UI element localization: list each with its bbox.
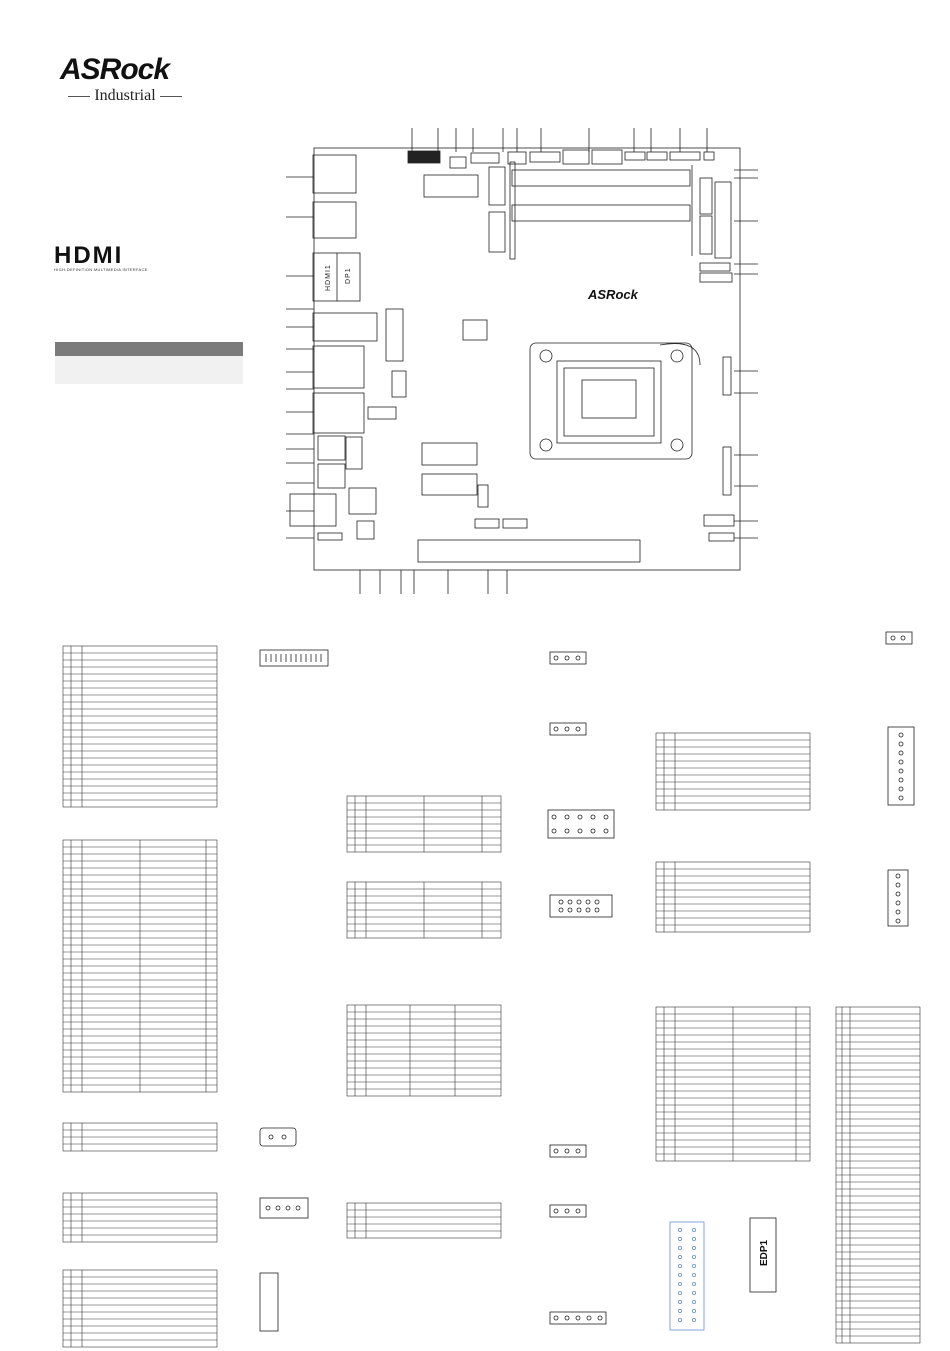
left-callout-lines [286,177,314,538]
pin-dot [604,815,608,819]
rear-io-audio-2 [318,464,345,488]
pin-table-border [63,646,217,807]
pin-dot [576,727,580,731]
top-connector-black [408,151,440,163]
cpu-socket-outer [557,361,661,443]
pin-table [347,1005,501,1096]
com-header [386,309,403,361]
right-callout-lines [734,170,758,538]
pin-dot [692,1264,695,1267]
power-connector-small [357,521,374,539]
pin-table [63,840,217,1092]
pin-dot [604,829,608,833]
pin-dot [899,778,903,782]
9pin-header-drawing [550,895,612,917]
pin-dot [577,908,581,912]
pin-dot [598,1316,602,1320]
pin-table [347,1203,501,1238]
pin-dot [554,1149,558,1153]
pin-dot [565,656,569,660]
header-right-h [709,533,734,541]
rear-io-dc-jack [290,494,336,526]
pin-dot [692,1291,695,1294]
chipset [463,320,487,340]
2pin-jumper-drawing [886,632,912,644]
pin-tables [63,646,920,1347]
cpu-socket-frame [530,343,692,459]
pin-dot [565,815,569,819]
pin-dot [266,1206,270,1210]
pin-dot [899,760,903,764]
pin-dot [692,1273,695,1276]
brand-division: Industrial [60,87,190,105]
pin-dot [678,1264,681,1267]
pin-table-border [347,1005,501,1096]
pin-dot [587,1316,591,1320]
pin-dot [899,733,903,737]
board-silkscreen-logo: ASRock [588,287,638,302]
pin-table [347,796,501,852]
pin-dot [578,829,582,833]
header-right-c [700,263,730,271]
pin-dot [552,829,556,833]
pin-dot [896,892,900,896]
pin-dot [891,636,895,640]
fan-header-left [368,407,396,419]
hdmi-tagline: HIGH-DEFINITION MULTIMEDIA INTERFACE [54,267,148,272]
dimm-slot-1 [512,170,690,186]
pin-dot [554,1209,558,1213]
pin-dot [565,1149,569,1153]
fan-header-sys [503,519,527,528]
pin-dot [586,908,590,912]
pin-table [63,1270,217,1347]
pin-dot [568,908,572,912]
pin-dot [595,908,599,912]
sata-connector-drawing [260,1273,278,1331]
3pin-header-c-drawing [550,1145,586,1157]
header-top-e [625,152,645,160]
fan-header-top [471,153,499,163]
pin-dot [692,1318,695,1321]
pin-dot [576,1316,580,1320]
rear-io-com-port [313,313,377,341]
pin-dot [692,1246,695,1249]
6pin-connector-drawing [888,870,908,926]
rear-io-audio-1 [318,436,345,460]
pin-dot [276,1206,280,1210]
pin-dot [565,727,569,731]
board-port-hdmi-label: HDMI1 [325,264,332,291]
cpu-socket-inner [564,368,654,436]
pin-dot [565,1209,569,1213]
connector-drawings [260,632,914,1331]
pin-dot [565,1316,569,1320]
header-right-f [723,447,731,495]
pin-table [63,646,217,807]
pin-dot [896,883,900,887]
pin-dot [578,815,582,819]
pin-table-border [63,1193,217,1242]
pin-dot [896,874,900,878]
pin-dot [282,1135,286,1139]
pin-dot [692,1282,695,1285]
pin-table [836,1007,920,1343]
pin-dot [552,815,556,819]
header-right-a [700,178,712,214]
header-right-d [700,273,732,282]
rear-io-lan [313,393,364,433]
m2-slot-frame [510,162,515,259]
header-top-g [670,152,700,160]
board-port-dp-label: DP1 [345,267,352,284]
2pin-power-drawing [260,1128,296,1146]
pin-dot [576,1209,580,1213]
pin-dot [678,1255,681,1258]
header-right-e [723,357,731,395]
pin-dot [576,656,580,660]
pin-dot [577,900,581,904]
pin-table-border [656,733,810,810]
rear-io-usb-lan-1 [313,155,356,193]
pin-dot [899,751,903,755]
pin-dot [678,1237,681,1240]
header-top-b [530,152,560,162]
header-right-g [704,515,734,526]
fan-header-cpu [475,519,499,528]
chip-top [424,175,478,197]
pin-table [656,733,810,810]
hdmi-wordmark: HDMI [54,242,124,269]
pin-dot [678,1228,681,1231]
pin-table [63,1193,217,1242]
brand-name: ASRock [60,53,170,86]
motherboard-outline [314,148,740,570]
pin-table [63,1123,217,1151]
atx-power-2pin [349,488,376,514]
chip-middle-1 [422,443,477,465]
4pin-fan-drawing [260,1198,308,1218]
pin-dot [678,1273,681,1276]
chip-middle-2 [422,474,477,495]
rear-io-usb-lan-2 [313,202,356,238]
3pin-header-d-drawing [550,1205,586,1217]
atx-24pin-connector [715,182,731,258]
header-top-h [704,152,714,160]
5pin-header-drawing [550,1312,606,1324]
pin-dot [899,796,903,800]
pin-dot [692,1237,695,1240]
lvds-connector-drawing [670,1222,704,1330]
pin-dot [678,1309,681,1312]
pin-dot [678,1300,681,1303]
edp-connector-label: EDP1 [759,1239,770,1266]
pin-dot [576,1149,580,1153]
pin-dot [296,1206,300,1210]
pin-dot [899,742,903,746]
pin-dot [591,829,595,833]
pin-dot [678,1282,681,1285]
pin-dot [896,901,900,905]
header-top-f [647,152,667,160]
dimm-slot-2 [512,205,690,221]
pin-dot [896,910,900,914]
pin-dot [896,919,900,923]
pin-dot [678,1318,681,1321]
rear-io-display-ports [313,253,360,301]
sata-slot-2 [489,212,505,252]
pin-dot [692,1309,695,1312]
pin-dot [554,656,558,660]
audio-header [346,437,362,469]
pin-dot [559,908,563,912]
cpu-die [582,380,636,418]
pin-dot [568,900,572,904]
3pin-header-a-drawing [550,652,586,664]
sata-slot-1 [489,167,505,205]
pin-dot [692,1228,695,1231]
pin-dot [559,900,563,904]
pin-table-border [63,1270,217,1347]
pin-dot [678,1246,681,1249]
jumper-top [450,157,466,168]
pin-table [347,882,501,938]
pin-dot [899,769,903,773]
pin-dot [591,815,595,819]
pin-table [656,1007,810,1161]
bottom-callout-lines [360,570,507,594]
pin-dot [565,829,569,833]
header-top-d [592,150,622,164]
edp-connector-drawing [260,650,328,666]
pin-dot [692,1255,695,1258]
pin-dot [269,1135,273,1139]
pin-dot [678,1291,681,1294]
rear-io-usb-3 [313,346,364,388]
10pin-header-drawing [548,810,614,838]
pin-dot [692,1300,695,1303]
pin-table [656,862,810,932]
pin-dot [595,900,599,904]
pin-table-border [347,1203,501,1238]
pcie-slot [418,540,640,562]
pin-dot [586,900,590,904]
pin-dot [901,636,905,640]
3pin-header-b-drawing [550,723,586,735]
pin-dot [899,787,903,791]
pin-dot [286,1206,290,1210]
pin-dot [554,727,558,731]
8pin-connector-drawing [888,727,914,805]
header-top-c [563,150,589,164]
usb-header [392,371,406,397]
fan-header-mid [478,485,488,507]
header-right-b [700,216,712,254]
pin-dot [554,1316,558,1320]
jumper-clrcmos [318,533,342,540]
